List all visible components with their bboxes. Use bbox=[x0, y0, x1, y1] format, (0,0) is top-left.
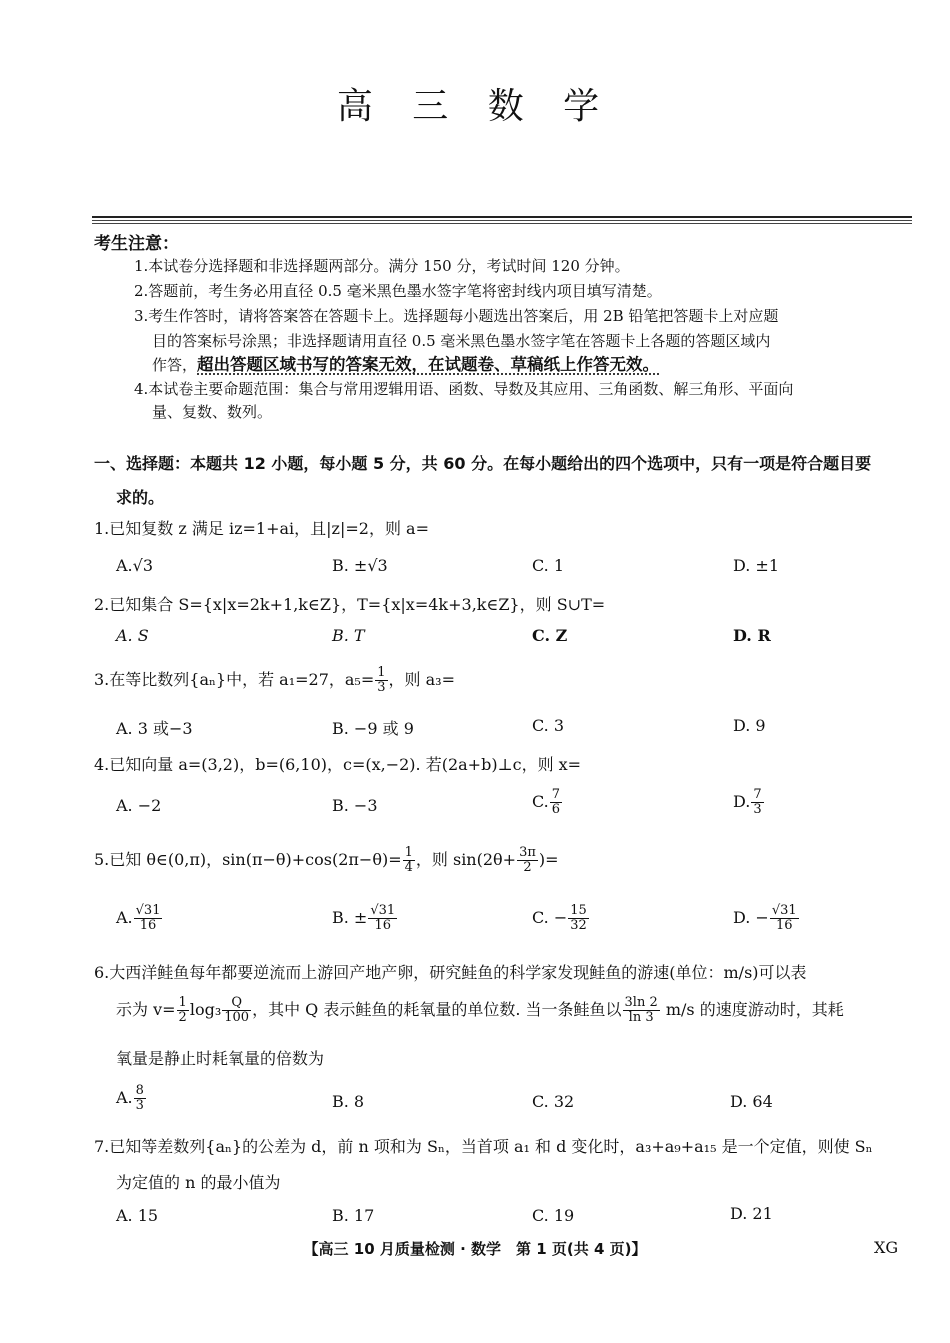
stem-text: ，则 sin(2θ+ bbox=[415, 850, 517, 869]
numerator: 15 bbox=[570, 903, 587, 918]
option-label: C. − bbox=[532, 908, 568, 927]
page-footer: 【高三 10 月质量检测 · 数学 第 1 页(共 4 页)】 bbox=[303, 1240, 647, 1258]
stem-text: 5.已知 θ∈(0,π)，sin(π−θ)+cos(2π−θ)= bbox=[94, 850, 402, 869]
header-rule bbox=[92, 220, 912, 221]
question-4-stem: 4.已知向量 a=(3,2)，b=(6,10)，c=(x,−2). 若(2a+b)⊥c，则 x= bbox=[94, 755, 582, 774]
q6-option-c: C. 32 bbox=[532, 1092, 575, 1111]
q5-option-d bbox=[733, 904, 800, 933]
stem-text: 示为 v= bbox=[116, 1000, 176, 1019]
q6-option-d: D. 64 bbox=[730, 1092, 773, 1111]
fraction bbox=[134, 1084, 146, 1113]
q2-option-c: C. Z bbox=[532, 626, 568, 645]
notice-item: 1.本试卷分选择题和非选择题两部分。满分 150 分，考试时间 120 分钟。 bbox=[134, 257, 630, 275]
fraction bbox=[751, 788, 763, 817]
section-heading-line: 求的。 bbox=[116, 488, 165, 507]
q3-option-a: A. 3 或−3 bbox=[116, 719, 193, 738]
q6-option-b: B. 8 bbox=[332, 1092, 365, 1111]
denominator: 2 bbox=[523, 860, 532, 875]
q3-option-d: D. 9 bbox=[733, 716, 766, 735]
denominator: 4 bbox=[404, 860, 413, 875]
q5-option-a bbox=[116, 904, 163, 933]
notice-item: 量、复数、数列。 bbox=[152, 403, 273, 421]
denominator: 32 bbox=[570, 918, 587, 933]
option-label: A. bbox=[116, 1088, 133, 1107]
fraction bbox=[770, 904, 799, 933]
fraction bbox=[403, 846, 415, 875]
fraction bbox=[550, 788, 562, 817]
option-label: C. bbox=[532, 792, 549, 811]
q6-option-a bbox=[116, 1084, 147, 1113]
footer-code: XG bbox=[874, 1238, 899, 1257]
option-label: A. bbox=[116, 908, 133, 927]
denominator: ln 3 bbox=[628, 1010, 654, 1025]
notice-item: 2.答题前，考生务必用直径 0.5 毫米黑色墨水签字笔将密封线内项目填写清楚。 bbox=[134, 282, 662, 300]
q1-option-a: A.√3 bbox=[116, 556, 154, 575]
fraction bbox=[568, 904, 589, 933]
denominator: 3 bbox=[377, 680, 386, 695]
q7-option-d: D. 21 bbox=[730, 1204, 773, 1223]
stem-text: ，则 a₃= bbox=[388, 670, 455, 689]
q1-option-d: D. ±1 bbox=[733, 556, 780, 575]
numerator: 1 bbox=[178, 995, 187, 1010]
numerator: 1 bbox=[404, 845, 413, 860]
section-heading-line: 一、选择题：本题共 12 小题，每小题 5 分，共 60 分。在每小题给出的四个选项中，只有一项是符合题目要 bbox=[94, 454, 872, 473]
fraction bbox=[517, 846, 538, 875]
question-6-line: 氧量是静止时耗氧量的倍数为 bbox=[116, 1049, 325, 1068]
stem-text: ，其中 Q 表示鲑鱼的耗氧量的单位数. 当一条鲑鱼以 bbox=[252, 1000, 622, 1019]
q3-option-c: C. 3 bbox=[532, 716, 565, 735]
notice-heading: 考生注意： bbox=[94, 234, 179, 254]
stem-text: 3.在等比数列{aₙ}中，若 a₁=27，a₅= bbox=[94, 670, 375, 689]
q5-option-c bbox=[532, 904, 590, 933]
numerator: 7 bbox=[753, 787, 762, 802]
question-2-stem: 2.已知集合 S={x|x=2k+1,k∈Z}，T={x|x=4k+3,k∈Z}，则 S∪T= bbox=[94, 595, 606, 614]
q2-option-d: D. R bbox=[733, 626, 771, 645]
numerator: √31 bbox=[771, 903, 797, 918]
fraction bbox=[368, 904, 397, 933]
denominator: 100 bbox=[224, 1010, 250, 1025]
header-rule bbox=[92, 216, 912, 218]
numerator: Q bbox=[222, 996, 251, 1011]
notice-item: 3.考生作答时，请将答案答在答题卡上。选择题每小题选出答案后，用 2B 铅笔把答题卡上对应题 bbox=[134, 307, 779, 325]
fraction bbox=[375, 666, 387, 695]
q1-option-c: C. 1 bbox=[532, 556, 565, 575]
stem-text: log₃ bbox=[189, 1000, 222, 1019]
notice-text: 作答， bbox=[152, 356, 198, 374]
q4-option-a: A. −2 bbox=[116, 796, 162, 815]
numerator: 3ln 2 bbox=[624, 995, 658, 1010]
q4-option-c bbox=[532, 788, 563, 817]
q2-option-b: B. T bbox=[332, 626, 365, 645]
numerator: √31 bbox=[135, 903, 161, 918]
denominator: 6 bbox=[551, 802, 561, 817]
question-5-stem bbox=[94, 846, 920, 875]
denominator: 3 bbox=[135, 1098, 144, 1113]
numerator: 8 bbox=[135, 1083, 144, 1098]
q4-option-d bbox=[733, 788, 765, 817]
notice-emphasis: 超出答题区域书写的答案无效，在试题卷、草稿纸上作答无效。 bbox=[197, 355, 660, 374]
question-1-stem: 1.已知复数 z 满足 iz=1+ai，且|z|=2，则 a= bbox=[94, 519, 429, 538]
numerator: √31 bbox=[370, 903, 396, 918]
numerator: 7 bbox=[551, 787, 561, 802]
fraction bbox=[177, 996, 189, 1025]
notice-item: 目的答案标号涂黑；非选择题请用直径 0.5 毫米黑色墨水签字笔在答题卡上各题的答题区域内 bbox=[152, 332, 771, 350]
stem-text: m/s 的速度游动时，其耗 bbox=[665, 1000, 844, 1019]
page-title: 高 三 数 学 bbox=[336, 86, 614, 127]
question-7-line: 7.已知等差数列{aₙ}的公差为 d，前 n 项和为 Sₙ，当首项 a₁ 和 d 变化时，a₃+a₉+a₁₅ 是一个定值，则使 Sₙ bbox=[94, 1137, 873, 1156]
option-label: D. − bbox=[733, 908, 769, 927]
denominator: 16 bbox=[374, 918, 392, 933]
header-rule bbox=[92, 223, 912, 224]
denominator: 16 bbox=[775, 918, 793, 933]
q7-option-b: B. 17 bbox=[332, 1206, 375, 1225]
q1-option-b: B. ±√3 bbox=[332, 556, 388, 575]
fraction bbox=[623, 996, 660, 1025]
question-6-line bbox=[116, 996, 920, 1025]
section-heading bbox=[94, 447, 920, 515]
denominator: 16 bbox=[139, 918, 157, 933]
q5-option-b bbox=[332, 904, 398, 933]
stem-text: )= bbox=[538, 850, 559, 869]
q4-option-b: B. −3 bbox=[332, 796, 378, 815]
q2-option-a: A. S bbox=[116, 626, 149, 645]
question-3-stem bbox=[94, 666, 920, 695]
fraction bbox=[134, 904, 163, 933]
option-label: D. bbox=[733, 792, 751, 811]
q3-option-b: B. −9 或 9 bbox=[332, 719, 414, 738]
q7-option-c: C. 19 bbox=[532, 1206, 575, 1225]
question-7-line: 为定值的 n 的最小值为 bbox=[116, 1173, 281, 1192]
notice-item: 4.本试卷主要命题范围：集合与常用逻辑用语、函数、导数及其应用、三角函数、解三角形、平面向 bbox=[134, 380, 794, 398]
notice-item bbox=[152, 352, 934, 378]
numerator: 3π bbox=[519, 845, 536, 860]
denominator: 3 bbox=[753, 802, 762, 817]
q7-option-a: A. 15 bbox=[116, 1206, 159, 1225]
question-6-line: 6.大西洋鲑鱼每年都要逆流而上游回产地产卵，研究鲑鱼的科学家发现鲑鱼的游速(单位：m/s)可以表 bbox=[94, 963, 807, 982]
option-label: B. ± bbox=[332, 908, 368, 927]
numerator: 1 bbox=[377, 665, 386, 680]
fraction bbox=[222, 996, 251, 1025]
denominator: 2 bbox=[178, 1010, 187, 1025]
